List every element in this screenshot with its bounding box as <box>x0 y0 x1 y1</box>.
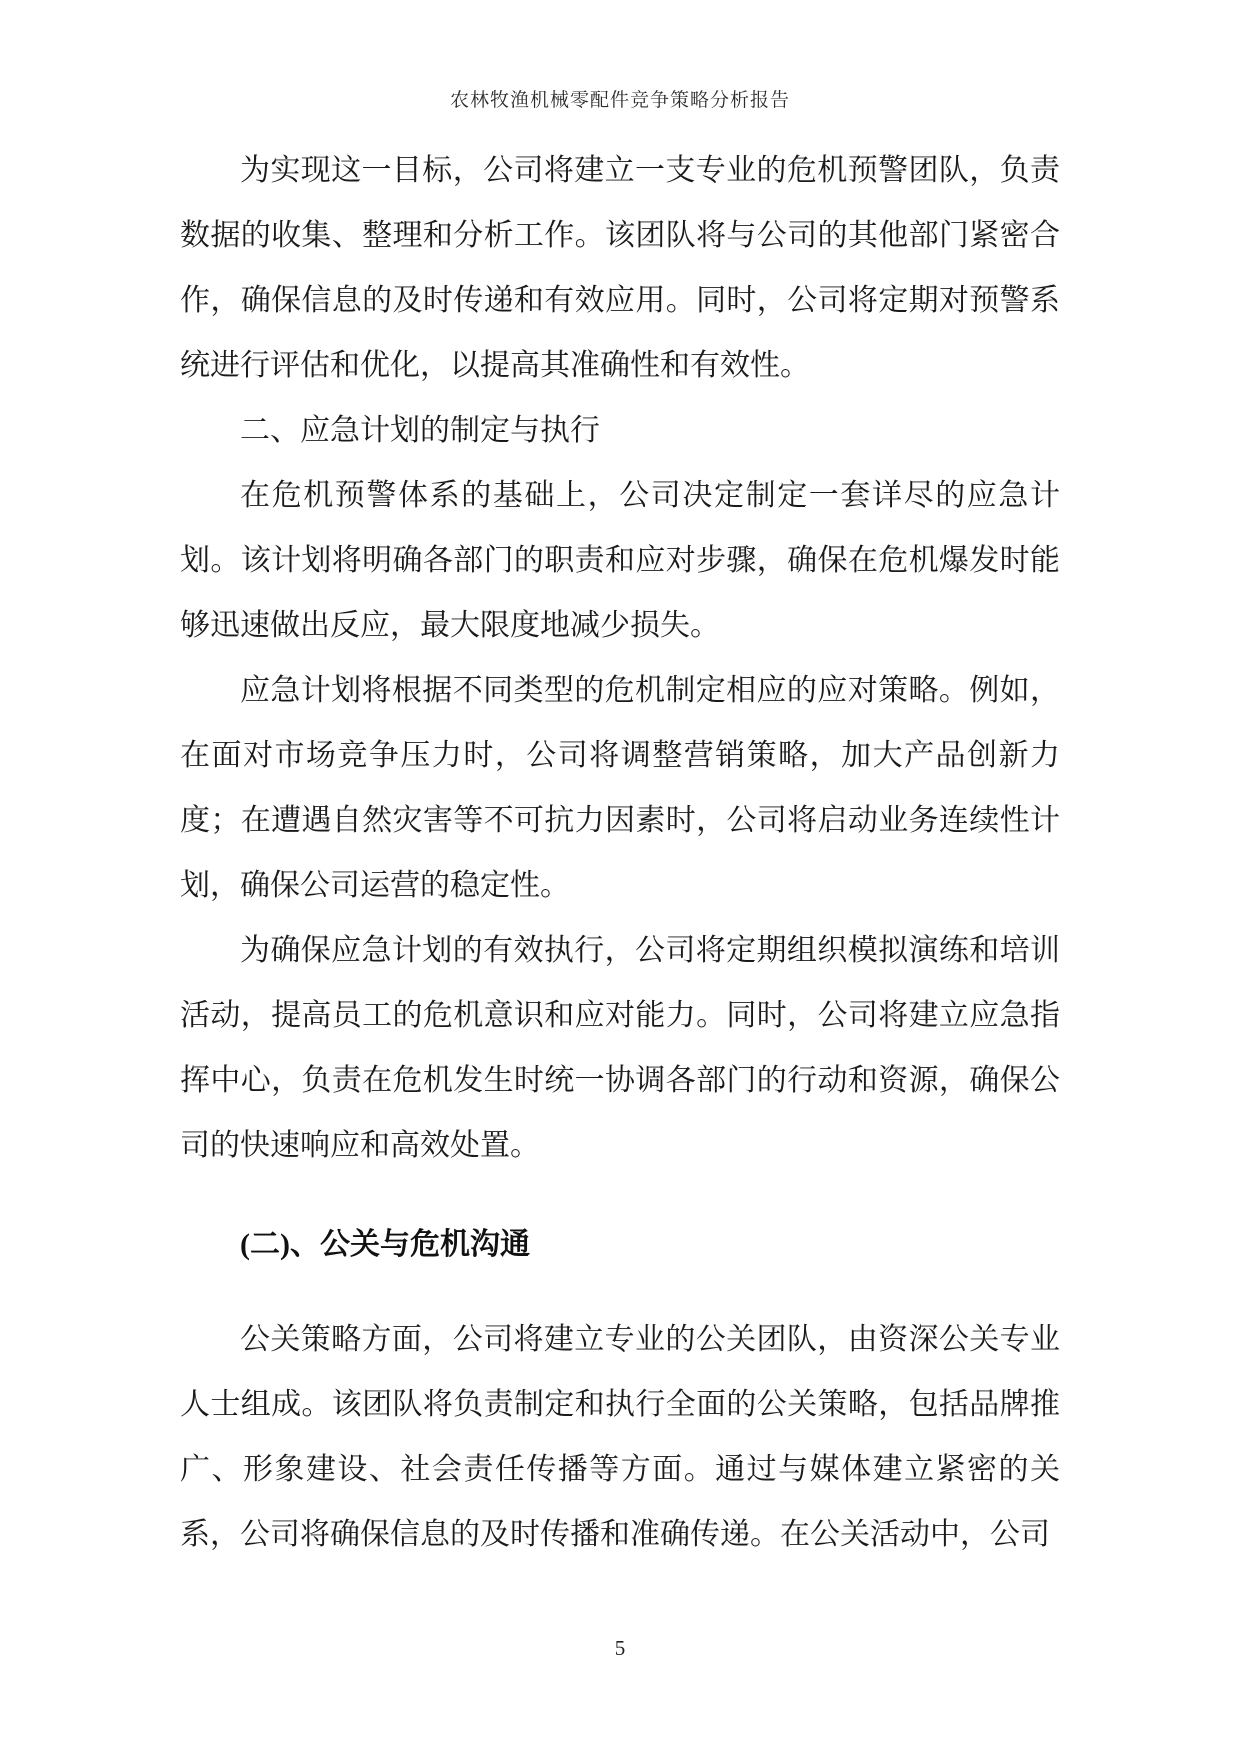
paragraph-emergency-plan-basis: 在危机预警体系的基础上，公司决定制定一套详尽的应急计划。该计划将明确各部门的职责和应对步骤，确保在危机爆发时能够迅速做出反应，最大限度地减少损失。 <box>180 479 1060 642</box>
page-number: 5 <box>614 1636 626 1660</box>
paragraph-emergency-drills: 为确保应急计划的有效执行，公司将定期组织模拟演练和培训活动，提高员工的危机意识和应对能力。同时，公司将建立应急指挥中心，负责在危机发生时统一协调各部门的行动和资源，确保公司的快速响应和高效处置。 <box>180 934 1060 1162</box>
paragraph-crisis-warning-team: 为实现这一目标，公司将建立一支专业的危机预警团队，负责数据的收集、整理和分析工作。该团队将与公司的其他部门紧密合作，确保信息的及时传递和有效应用。同时，公司将定期对预警系统进行评估和优化，以提高其准确性和有效性。 <box>180 154 1060 382</box>
paragraph-emergency-plan-strategies: 应急计划将根据不同类型的危机制定相应的应对策略。例如，在面对市场竞争压力时，公司将调整营销策略，加大产品创新力度；在遭遇自然灾害等不可抗力因素时，公司将启动业务连续性计划，确保公司运营的稳定性。 <box>180 674 1060 902</box>
document-body <box>180 138 1060 1567</box>
document-header-title: 农林牧渔机械零配件竞争策略分析报告 <box>449 90 790 111</box>
section-heading-pr-crisis-communication: (二)、公关与危机沟通 <box>240 1228 530 1261</box>
paragraph-pr-strategy: 公关策略方面，公司将建立专业的公关团队，由资深公关专业人士组成。该团队将负责制定和执行全面的公关策略，包括品牌推广、形象建设、社会责任传播等方面。通过与媒体建立紧密的关系，公司将确保信息的及时传播和准确传递。在公关活动中，公司 <box>180 1323 1060 1551</box>
subheading-emergency-plan: 二、应急计划的制定与执行 <box>240 414 600 447</box>
